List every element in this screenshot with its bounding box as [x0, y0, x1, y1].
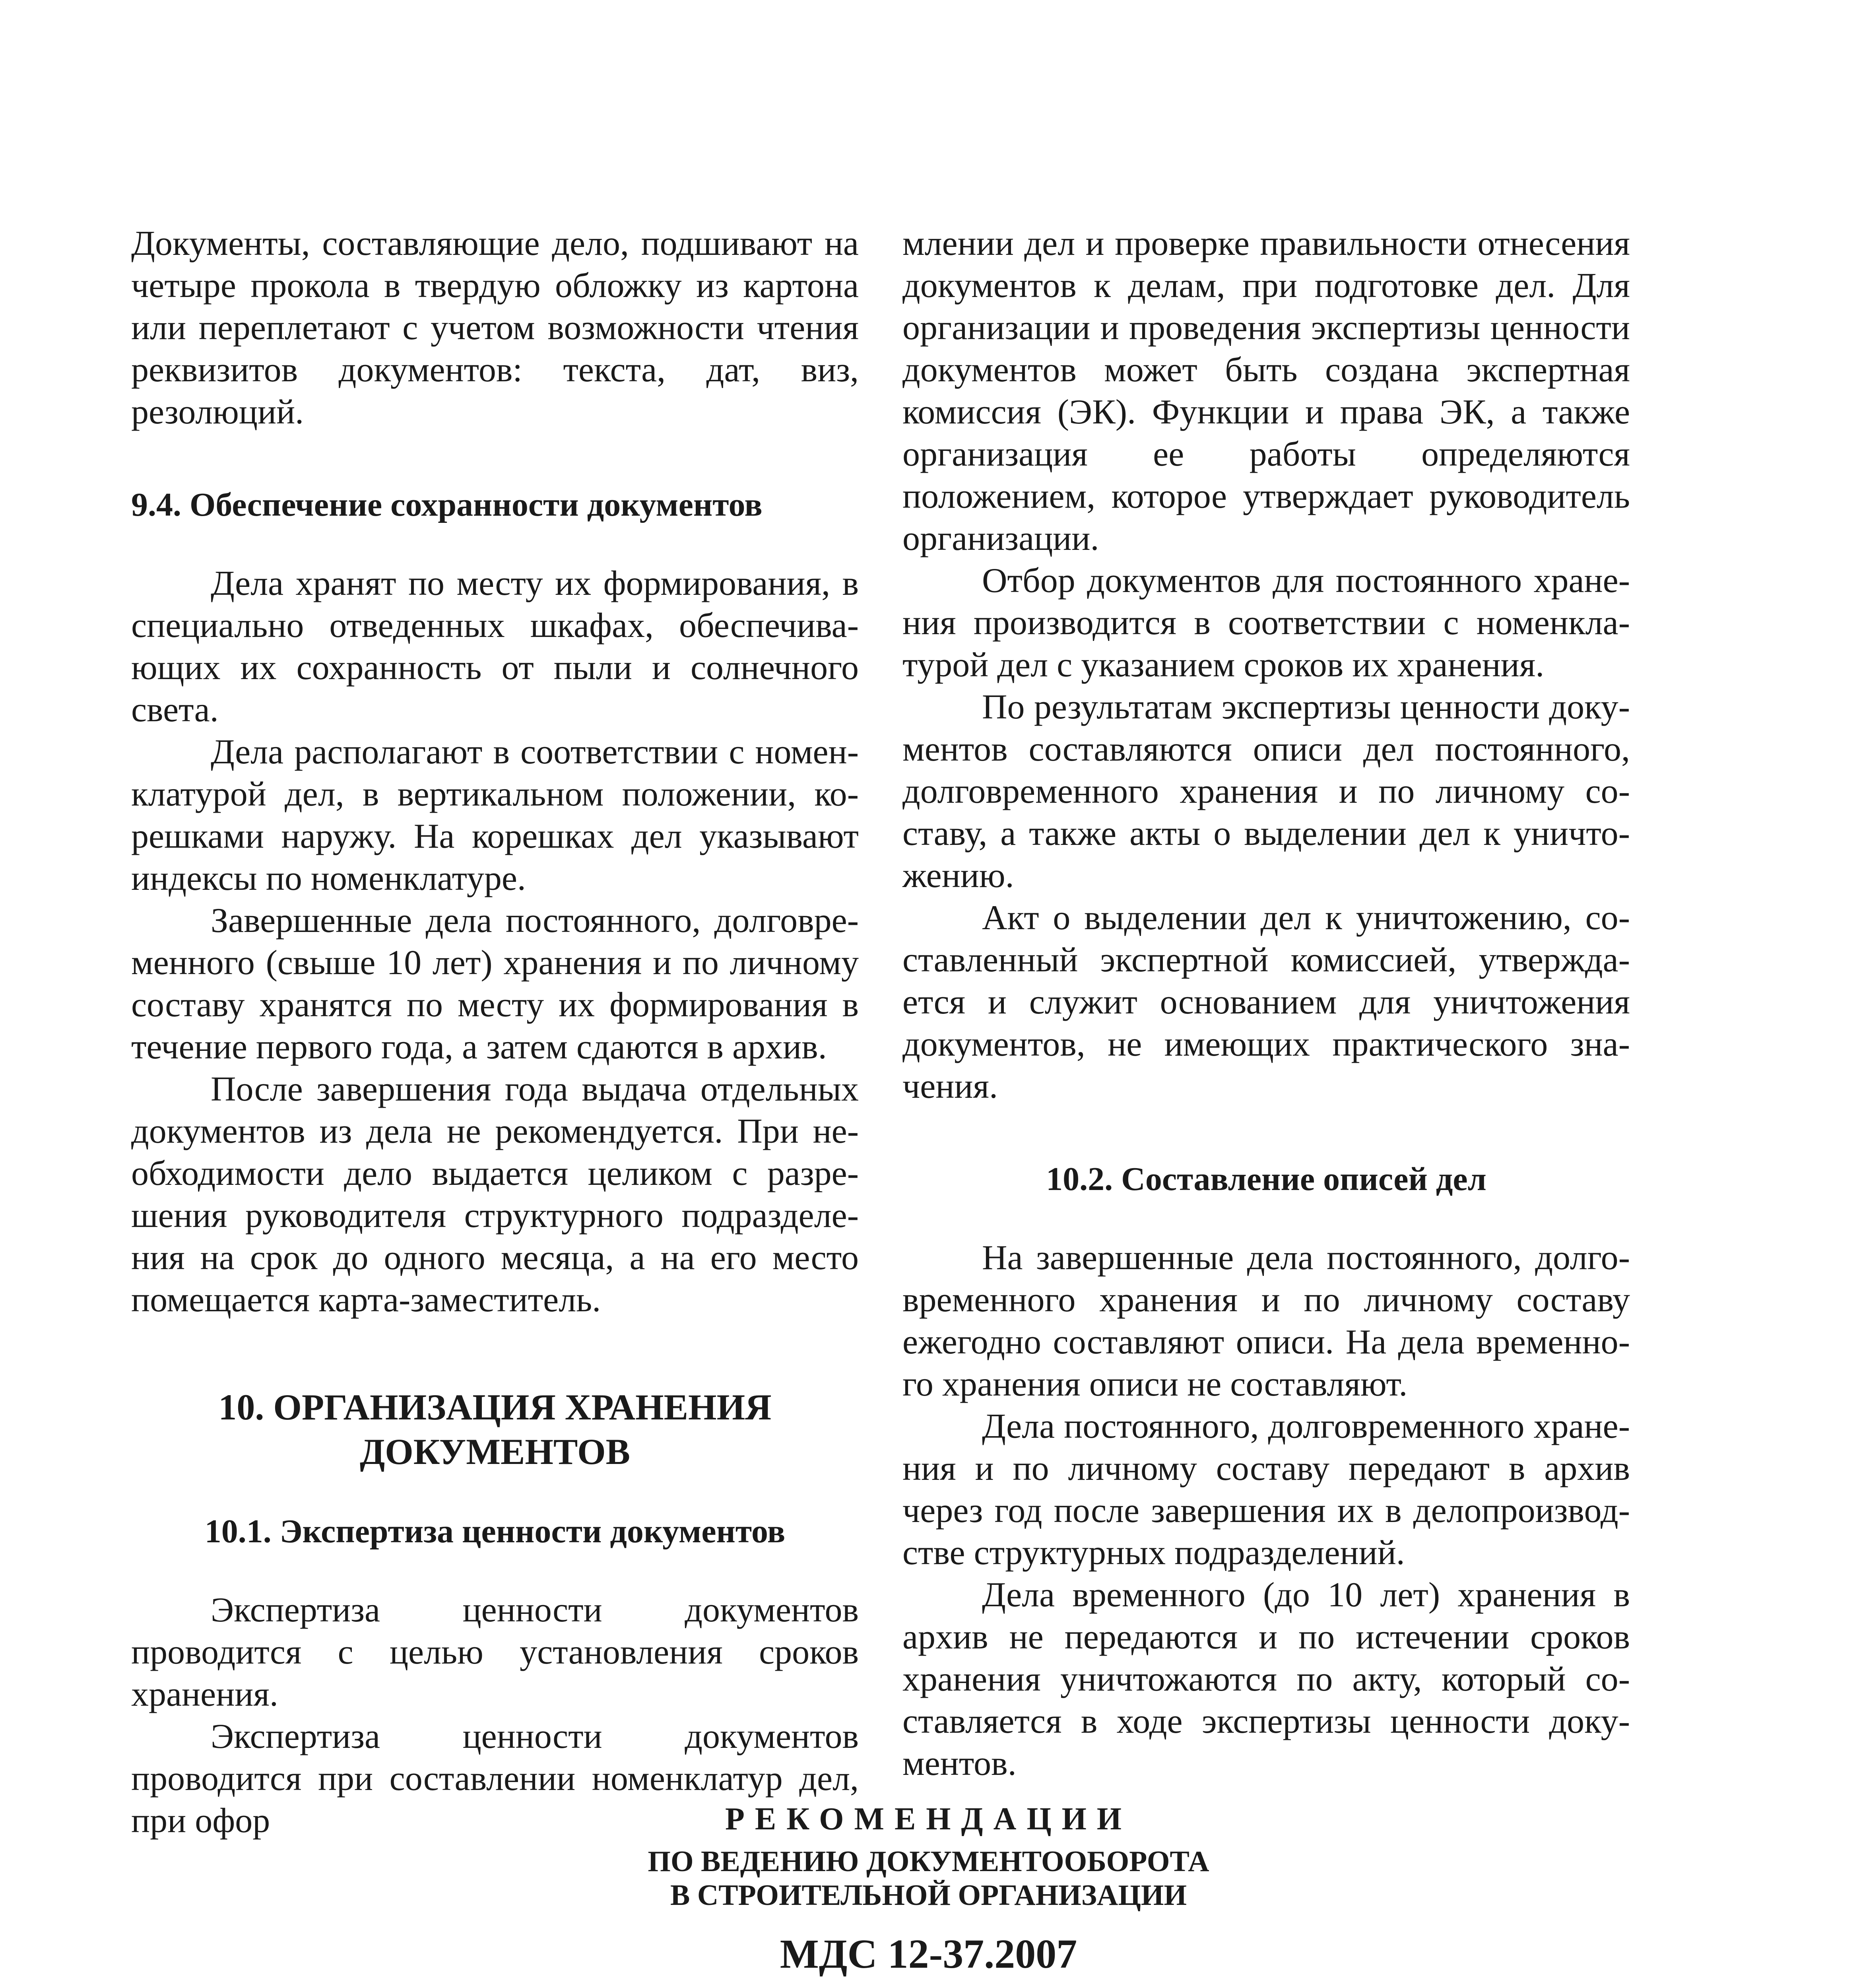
paragraph: Дела постоянного, долговременного хранения и по личному составу передают в архив через год после завершения их в делопроизводстве структурных подразделений.: [902, 1407, 1630, 1572]
colophon-subtitle-line: В СТРОИТЕЛЬНОЙ ОРГАНИЗАЦИИ: [670, 1879, 1187, 1912]
paragraph: млении дел и проверке правильности отнесения документов к делам, при подготовке дел. Для организации и проведения экспертизы ценности документов может быть создана экспертная комиссия (ЭК). Функции и права ЭК, а также организация ее работы определяются положением, которое утверждает руководитель организации.: [902, 224, 1630, 558]
paragraph: Дела временного (до 10 лет) хранения в архив не передаются и по истечении сроков хранения уничтожаются по акту, который составляется в ходе экспертизы ценности документов.: [902, 1576, 1630, 1783]
section-heading-10-1: 10.1. Экспертиза ценности документов: [204, 1513, 786, 1550]
chapter-heading-10: 10. ОРГАНИЗАЦИЯ ХРАНЕНИЯ ДОКУМЕНТОВ: [218, 1387, 772, 1472]
document-code: МДС 12-37.2007: [780, 1931, 1077, 1977]
section-heading-9-4: 9.4. Обеспечение сохранности документов: [131, 486, 763, 523]
paragraph: После завершения года выдача отдельных документов из дела не рекомендуется. При необходимости дело выдается целиком с разрешения руководителя структурного подразделения на срок до одного месяца, а на его место помещается карта-заместитель.: [131, 1070, 859, 1319]
paragraph: По результатам экспертизы ценности документов составляются описи дел постоянного, долговременного хранения и по личному составу, а также акты о выделении дел к уничтожению.: [902, 688, 1630, 895]
paragraph: Завершенные дела постоянного, долговременного (свыше 10 лет) хранения и по личному составу хранятся по месту их формирования в течение первого года, а затем сдаются в архив.: [131, 901, 859, 1066]
right-column: [902, 223, 1630, 1785]
colophon-subtitle-line: ПО ВЕДЕНИЮ ДОКУМЕНТООБОРОТА: [648, 1845, 1209, 1878]
paragraph: На завершенные дела постоянного, долговременного хранения и по личному составу ежегодно составляют описи. На дела временного хранения описи не составляют.: [902, 1239, 1630, 1404]
paragraph: Дела располагают в соответствии с номенклатурой дел, в вертикальном положении, корешками наружу. На корешках дел указывают индексы по номенклатуре.: [131, 733, 859, 898]
paragraph: Экспертиза ценности документов проводится при составлении номенклатур дел, при офор: [131, 1717, 859, 1840]
paragraph: Экспертиза ценности документов проводится с целью установления сроков хранения.: [131, 1591, 859, 1714]
left-column: [131, 223, 859, 1842]
paragraph: Дела хранят по месту их формирования, в специально отведенных шкафах, обеспечивающих их сохранность от пыли и солнечного света.: [131, 564, 859, 729]
section-heading-10-2: 10.2. Составление описей дел: [1046, 1161, 1486, 1198]
paragraph: Акт о выделении дел к уничтожению, составленный экспертной комиссией, утверждается и служит основанием для уничтожения документов, не имеющих практического значения.: [902, 899, 1630, 1106]
paragraph: Отбор документов для постоянного хранения производится в соответствии с номенклатурой дел с указанием сроков их хранения.: [902, 561, 1630, 684]
paragraph: Документы, составляющие дело, подшивают на четыре прокола в твердую обложку из картона или переплетают с учетом возможности чтения реквизитов документов: текста, дат, виз, резолюций.: [131, 224, 859, 431]
colophon-title: РЕКОМЕНДАЦИИ: [725, 1802, 1132, 1837]
